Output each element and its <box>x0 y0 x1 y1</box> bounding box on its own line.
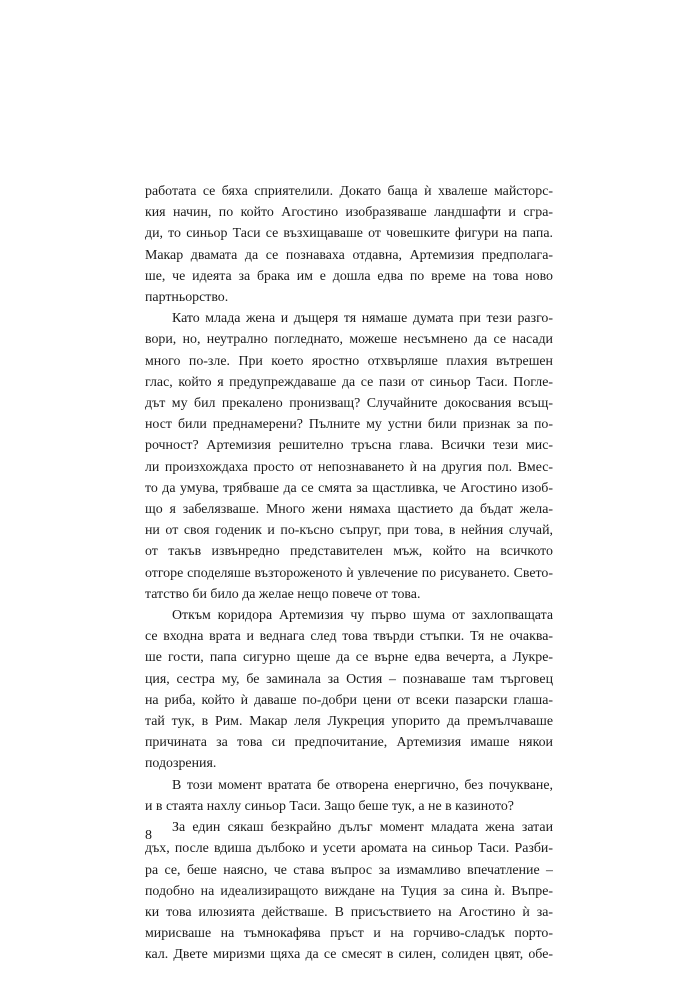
text-line: дъх, после вдиша дълбоко и усети аромата на синьор Таси. Разби- <box>145 841 553 857</box>
text-line: татство би било да желае нещо повече от това. <box>145 586 421 602</box>
text-line: работата се бяха сприятелили. Докато баща ѝ хвалеше майсторс- <box>145 184 553 199</box>
text-line: рочност? Артемизия решително тръсна глава. Всички тези мис- <box>145 438 553 454</box>
text-line: За един сякаш безкрайно дълъг момент младата жена затаи <box>172 820 553 836</box>
text-line: от такъв извънредно представителен мъж, който на всичкото <box>145 544 553 560</box>
text-line: подобно на идеализиращото виждане на Туция за сина ѝ. Въпре- <box>145 883 553 899</box>
text-line: и в стаята нахлу синьор Таси. Защо беше тук, а не в казиното? <box>145 798 514 814</box>
text-line: ли произхождаха просто от непознаването ѝ на другия пол. Вмес- <box>145 459 553 475</box>
paragraph <box>145 817 553 965</box>
text-line: Като млада жена и дъщеря тя нямаше думата при тези разго- <box>172 311 553 327</box>
text-line: ше гости, папа сигурно щеше да се върне едва вечерта, а Лукре- <box>145 650 553 666</box>
text-line: подозрения. <box>145 756 217 772</box>
paragraph <box>145 181 553 308</box>
text-line: ки това илюзията действаше. В присъствието на Агостино ѝ за- <box>145 904 553 920</box>
text-line: вори, но, неутрално погледнато, можеше несъмнено да се насади <box>145 332 553 348</box>
text-line: ди, то синьор Таси се възхищаваше от човешките фигури на папа. <box>145 226 553 242</box>
text-line: се входна врата и веднага след това твърди стъпки. Тя не очаква- <box>145 629 553 645</box>
text-line: ност били преднамерени? Пълните му устни били признак за по- <box>145 417 553 433</box>
paragraph <box>145 775 553 817</box>
text-line: Откъм коридора Артемизия чу първо шума от захлопващата <box>172 608 553 624</box>
text-line: ше, че идеята за брака им е дошла едва по време на това ново <box>145 268 553 284</box>
text-line: дът му бил прекалено пронизващ? Случайните докосвания всъщ- <box>145 396 553 412</box>
text-line: ни от своя годеник и по-късно съпруг, при това, в нейния случай, <box>145 523 553 539</box>
text-line: кия начин, по който Агостино изобразяваше ландшафти и сгра- <box>145 205 553 221</box>
text-line: на риба, който ѝ даваше по-добри цени от всеки пазарски глаша- <box>145 692 553 708</box>
body-text <box>145 181 553 966</box>
text-line: ция, сестра му, бе заминала за Остия – познаваше там търговец <box>145 671 553 687</box>
text-line: В този момент вратата бе отворена енергично, без почукване, <box>172 777 553 793</box>
text-line: що я забелязваше. Много жени нямаха щастието да бъдат жела- <box>145 502 553 518</box>
text-line: кал. Двете миризми щяха да се смесят в силен, солиден цвят, обе- <box>145 947 553 963</box>
paragraph <box>145 308 553 605</box>
text-line: причината за това си предпочитание, Артемизия имаше някои <box>145 735 553 751</box>
text-line: Макар двамата да се познаваха отдавна, Артемизия предполага- <box>145 247 553 263</box>
text-line: ра се, беше наясно, че става въпрос за измамливо впечатление – <box>145 862 553 878</box>
text-line: партньорство. <box>145 290 229 306</box>
text-line: много по-зле. При което яростно отхвърляше плахия вътрешен <box>145 353 553 369</box>
text-line: глас, който я предупреждаваше да се пази от синьор Таси. Погле- <box>145 374 553 390</box>
paragraph <box>145 605 553 775</box>
text-line: тай тук, в Рим. Макар леля Лукреция упорито да премълчаваше <box>145 714 553 730</box>
text-line: то да умува, трябваше да се смята за щастливка, че Агостино изоб- <box>145 480 553 496</box>
text-line: мирисваше на тъмнокафява пръст и на горчиво-сладък порто- <box>145 926 553 942</box>
text-line: отгоре споделяше възтороженото ѝ увлечение по рисуването. Свето- <box>145 565 553 581</box>
page-number: 8 <box>145 828 152 843</box>
